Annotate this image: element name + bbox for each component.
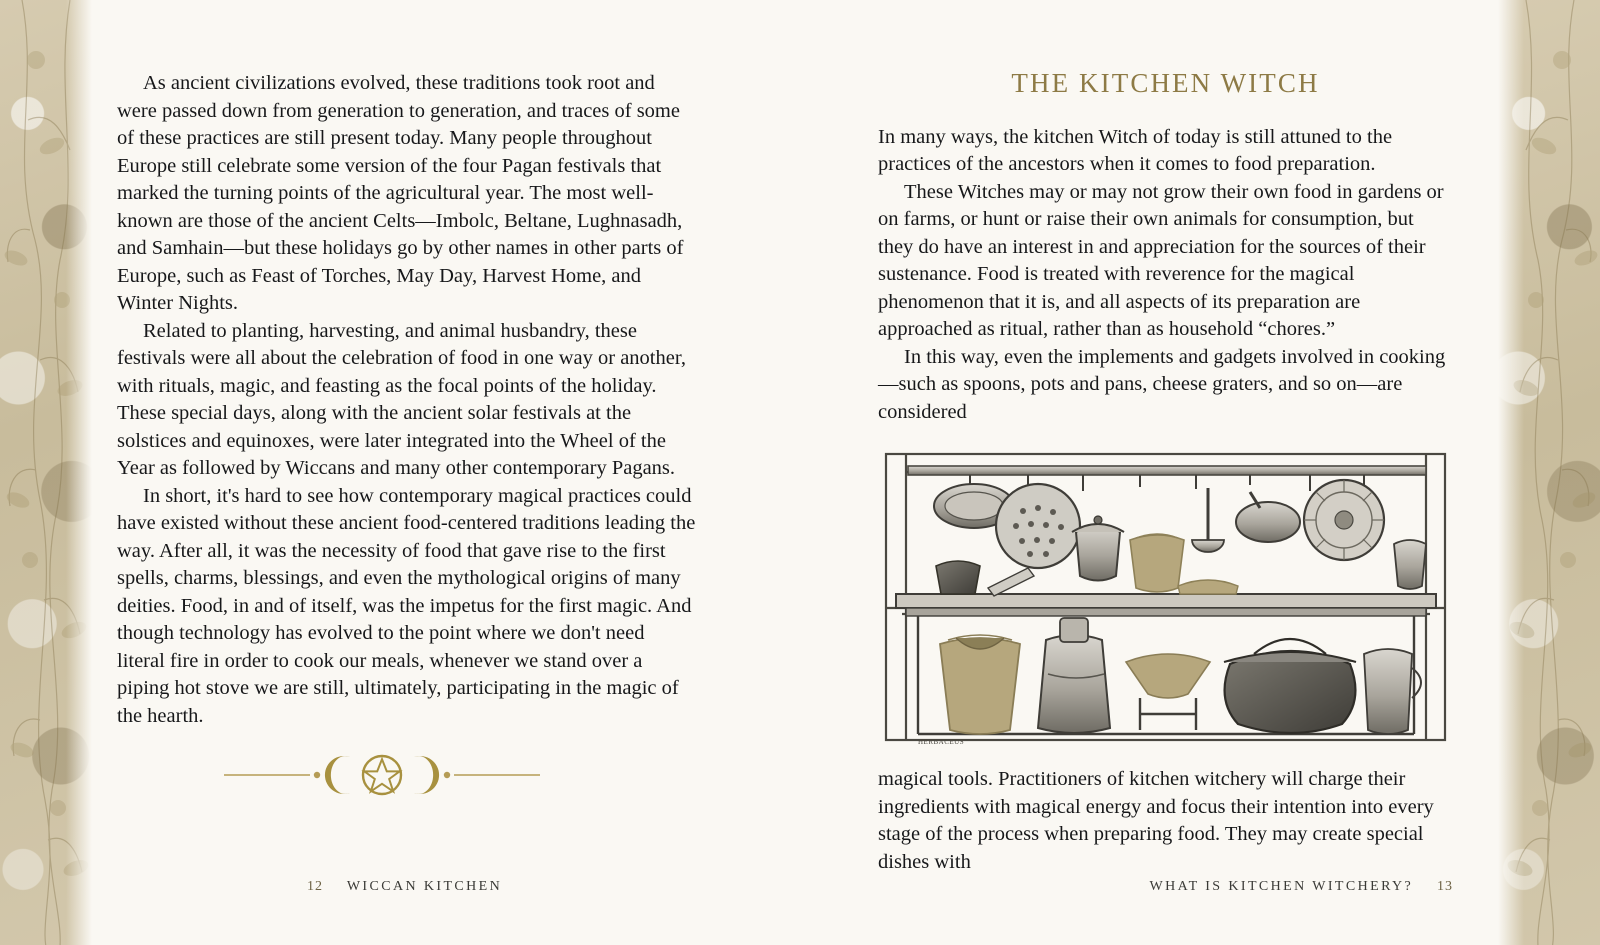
paragraph: These Witches may or may not grow their own food in gardens or on farms, or hunt or raise their own animals for consumption, but they do have an interest in and appreciation for the sources of their sustenance. Food is treated with reverence for the magical phenomenon that it is, and all aspects of its preparation are approached as ritual, rather than as household “chores.” [878,180,1444,340]
right-page-text-column [878,70,1453,876]
right-page-folio [1150,879,1453,895]
left-border-foliage-icon [0,0,92,945]
right-page-number: 13 [1437,879,1453,894]
right-botanical-border [1498,0,1600,945]
pentacle-crescent-moons-ornament-icon [222,745,542,805]
paragraph: In this way, even the implements and gadgets involved in cooking—such as spoons, pots and pans, cheese graters, and so on—are considered [878,345,1446,423]
paragraph: In many ways, the kitchen Witch of today is still attuned to the practices of the ancestors when it comes to food preparation. [878,125,1393,175]
left-page-text-column [117,70,697,730]
svg-text:HERBACEUS: HERBACEUS [918,738,965,746]
right-page-running-title: WHAT IS KITCHEN WITCHERY? [1149,879,1414,894]
left-page-folio [307,879,502,895]
left-botanical-border [0,0,92,945]
paragraph: magical tools. Practitioners of kitchen witchery will charge their ingredients with magical energy and focus their intention into every stage of the process when preparing food. They may create special dishes with [878,768,1434,873]
paragraph: Related to planting, harvesting, and animal husbandry, these festivals were all about the celebration of food in one way or another, with rituals, magic, and feasting as the focal points of the holiday. These special days, along with the ancient solar festivals at the solstices and equinoxes, were later integrated into the Wheel of the Year as followed by Wiccans and many other contemporary Pagans. [117,319,686,479]
paragraph: As ancient civilizations evolved, these traditions took root and were passed down from generation to generation, and traces of some of these practices are still present today. Many people throughout Europe still celebrate some version of the four Pagan festivals that marked the turning points of the agricultural year. The most well-known are those of the ancient Celts—Imbolc, Beltane, Lughnasadh, and Samhain—but these holidays go by other names in other parts of Europe, such as Feast of Torches, May Day, Harvest Home, and Winter Nights. [117,72,684,314]
page-title: THE KITCHEN WITCH [1011,68,1320,98]
left-page [92,0,792,945]
right-page [820,0,1500,945]
right-border-foliage-icon [1498,0,1600,945]
left-page-number: 12 [307,879,323,894]
paragraph: In short, it's hard to see how contemporary magical practices could have existed without these ancient food-centered traditions leading the way. After all, it was the necessity of food that gave rise to the first spells, charms, blessings, and even the mythological origins of many deities. Food, in and of itself, was the impetus for the first magic. And though technology has evolved to the point where we don't need literal fire in order to cook our meals, whenever we stand over a piping hot stove we are still, ultimately, participating in the magic of the hearth. [117,484,696,727]
kitchen-hearth-utensils-engraving [878,448,1453,746]
left-page-running-title: WICCAN KITCHEN [346,879,503,894]
